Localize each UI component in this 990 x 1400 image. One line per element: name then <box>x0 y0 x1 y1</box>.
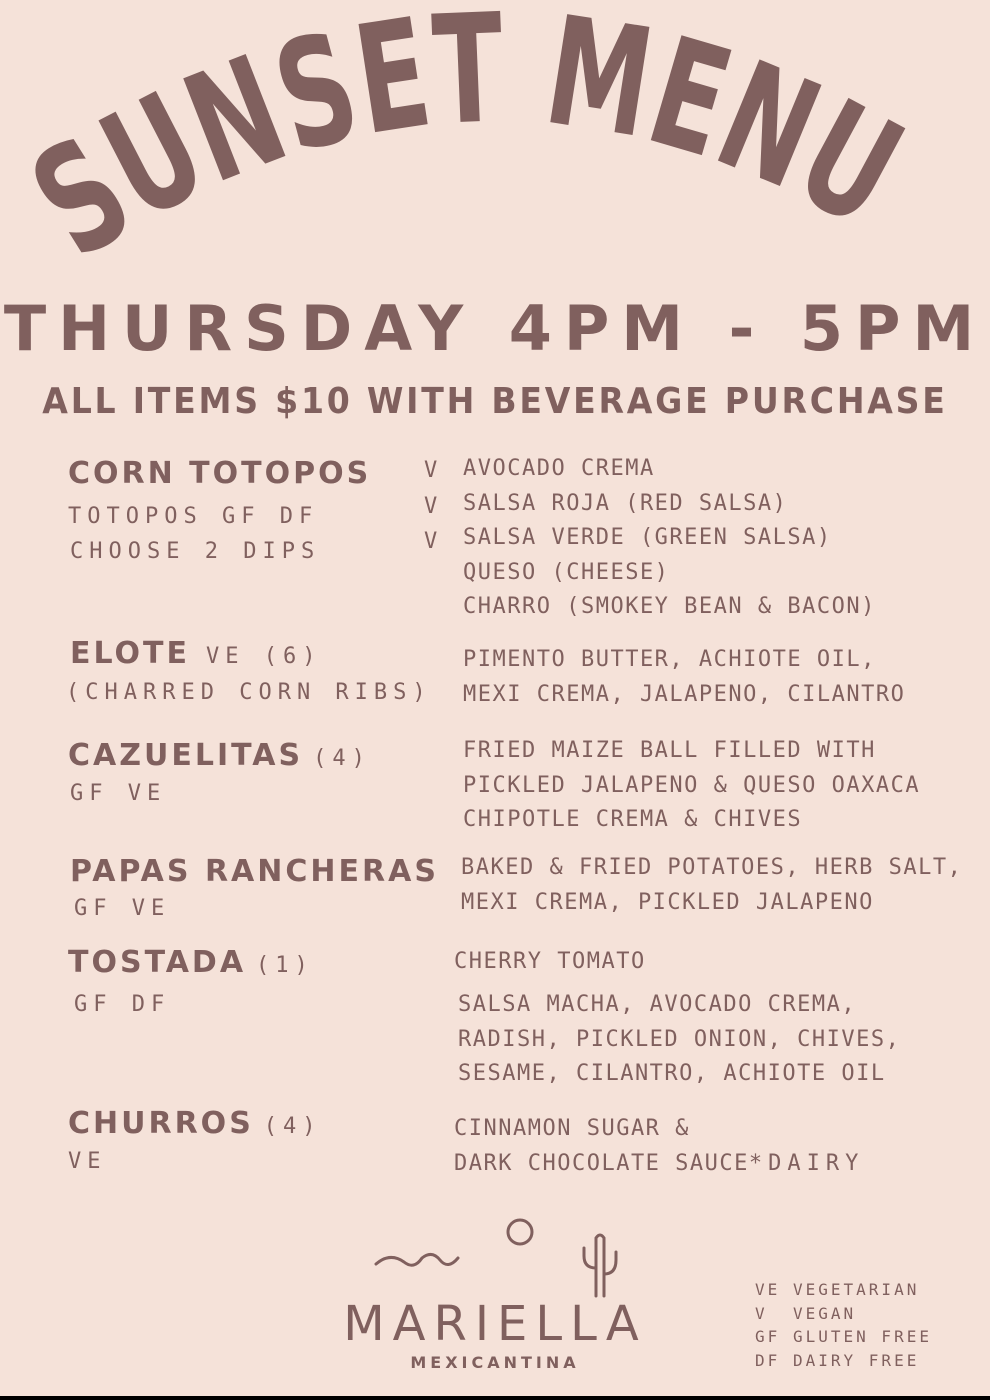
legend-row: V VEGAN <box>755 1303 857 1323</box>
item-description: CHERRY TOMATO <box>454 949 646 974</box>
vegan-mark: V <box>424 494 438 519</box>
item-tag: GF VE <box>70 781 167 806</box>
offer-heading: ALL ITEMS $10 WITH BEVERAGE PURCHASE <box>42 381 948 422</box>
item-name-elote: ELOTE VE (6) <box>70 636 322 671</box>
cactus-icon <box>584 1235 616 1296</box>
item-tag: TOTOPOS GF DF <box>68 504 319 529</box>
item-tag: (CHARRED CORN RIBS) <box>66 680 432 705</box>
item-name-tostada: TOSTADA (1) <box>68 945 314 980</box>
vegan-mark: V <box>424 529 438 554</box>
legend-row: DF DAIRY FREE <box>755 1350 920 1370</box>
brand-subtitle: MEXICANTINA <box>410 1353 580 1372</box>
item-name-churros: CHURROS (4) <box>68 1106 322 1141</box>
item-description: CINNAMON SUGAR & DARK CHOCOLATE SAUCE*DAIRY <box>454 1116 865 1176</box>
item-tag: GF DF <box>74 992 171 1017</box>
bottom-border <box>0 1396 990 1400</box>
item-name-corn-totopos: CORN TOTOPOS <box>68 456 372 491</box>
item-description: PIMENTO BUTTER, ACHIOTE OIL, MEXI CREMA, JALAPENO, CILANTRO <box>463 647 906 707</box>
item-description: BAKED & FRIED POTATOES, HERB SALT, MEXI CREMA, PICKLED JALAPENO <box>461 855 963 915</box>
item-tag: VE <box>68 1149 107 1174</box>
dairy-note: *DAIRY <box>748 1150 865 1176</box>
vegan-mark: V <box>424 458 438 483</box>
item-tag: GF VE <box>74 896 171 921</box>
wave-icon <box>376 1254 458 1265</box>
schedule-heading: THURSDAY 4PM - 5PM <box>3 292 987 365</box>
dietary-legend <box>755 1278 932 1372</box>
logo-illustration <box>370 1212 630 1302</box>
item-description: AVOCADO CREMA SALSA ROJA (RED SALSA) SALSA VERDE (GREEN SALSA) QUESO (CHEESE) CHARRO (SMOKEY BEAN & BACON) <box>463 456 876 620</box>
item-name-papas-rancheras: PAPAS RANCHERAS <box>70 854 439 889</box>
item-tag: CHOOSE 2 DIPS <box>70 539 321 564</box>
menu-title <box>0 0 990 300</box>
svg-text:SUNSET MENU: SUNSET MENU <box>4 0 951 292</box>
item-description: FRIED MAIZE BALL FILLED WITH PICKLED JALAPENO & QUESO OAXACA CHIPOTLE CREMA & CHIVES <box>463 738 921 833</box>
legend-row: VE VEGETARIAN <box>755 1280 920 1299</box>
sun-icon <box>508 1220 532 1244</box>
item-name-cazuelitas: CAZUELITAS (4) <box>68 738 371 773</box>
item-description: SALSA MACHA, AVOCADO CREMA, RADISH, PICKLED ONION, CHIVES, SESAME, CILANTRO, ACHIOTE OIL <box>458 992 901 1087</box>
legend-row: GF GLUTEN FREE <box>755 1327 932 1346</box>
brand-name: MARIELLA <box>343 1296 647 1352</box>
